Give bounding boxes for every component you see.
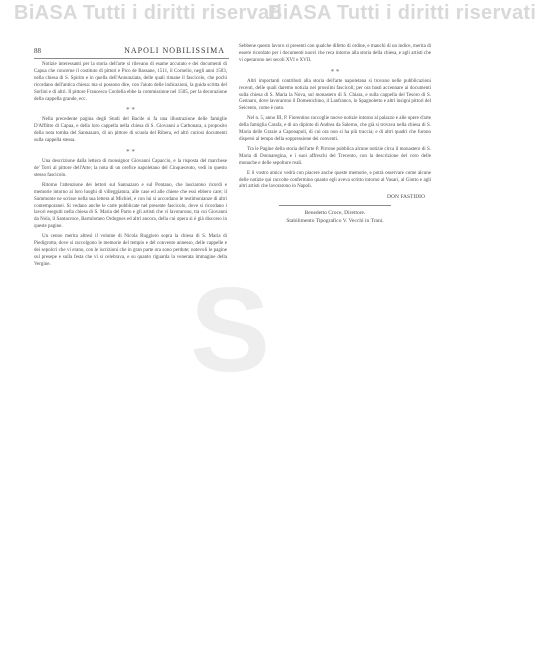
footer-publisher: Benedetto Croce, Direttore. xyxy=(304,210,366,217)
page-header xyxy=(34,46,229,58)
header-rule xyxy=(34,58,229,59)
footer-rule xyxy=(279,205,391,206)
left-paragraph-4: Ritorno l'attenzione dei lettori sul Sannazaro e sul Pontano, che lasciarono ricordi e memorie intorno ai loro luoghi di villeggiatura, alle case ed alle chiese che essi ebbero care; il Summonte ne scrisse nella sua lettera al Michiel, e con lui si accordano le testimonianze di altri contemporanei. Si vedano anche le carte pubblicate nel presente fascicolo, dove si ricordano i lavori eseguiti nella chiesa di S. Maria del Parto e gli artisti che vi lavorarono, tra cui Giovanni da Nola, il Santacroce, Bartolomeo Ordognes ed altri ancora, della cui opera si è già discorso in queste pagine. xyxy=(34,182,227,230)
watermark-left: BiASA Tutti i diritti riservati xyxy=(14,2,283,24)
footer-printer: Stabilimento Tipografico V. Vecchi in Trani. xyxy=(286,218,384,225)
left-column xyxy=(34,62,227,272)
section-divider: * * xyxy=(330,67,340,76)
right-paragraph-2: Altri importanti contributi alla storia dell'arte napoletana si trovano nelle pubblicazioni recenti, delle quali daremo notizia nei prossimi fascicoli; per ora basti accennare ai documenti sulla chiesa di S. Maria la Nova, sul monastero di S. Chiara, e sulla cappella del Tesoro di S. Gennaro, dove lavorarono il Domenichino, il Lanfranco, lo Spagnoletto e altri insigni pittori del Seicento, come è noto. xyxy=(239,78,431,112)
left-paragraph-5: Un cenno merita altresì il volume di Nicola Ruggiero sopra la chiesa di S. Maria di Piedigrotta, dove si raccolgono le memorie del tempio e del convento annesso, delle cappelle e dei sepolcri che vi erano, con le iscrizioni che in gran parte ora sono perdute; notevoli le pagine sul presepe e sulla festa che vi si celebrava, e su quanto riguarda la venerata immagine della Vergine. xyxy=(34,234,227,267)
page-title: NAPOLI NOBILISSIMA xyxy=(124,46,225,55)
left-paragraph-1: Notizie interessanti per la storia dell'arte si rilevano di esame accurato e dei documenti di Capua che concerne il costituto di pittori e Pico de Bassane, 1511, il Cornelio, negli anni 1503, nella chiesa di S. Spirito e in quella dell'Annunziata, delle quali rimane il fascicolo, che pochi ricordano dell'antica chiesa: ma si possono dire, con l'aiuto delle indicazioni, la guida scritta del Sorlini e di altri. Il pittore Francesco Cordella ebbe la commissione nel 1505, per la decorazione della cappella grande, ecc. xyxy=(34,62,227,102)
signature: DON FASTIDIO xyxy=(387,194,425,201)
watermark-right: BiASA Tutti i diritti riservati xyxy=(268,2,536,24)
left-paragraph-3: Una descrizione dalla lettera di monsignor Giovanni Capaccio, e la risposta del marchese de' Torri al pittore dell'Arte; la nota di un orefice napoletano del Cinquecento, vedi in questo stesso fascicolo. xyxy=(34,159,227,178)
watermark-logo-icon: S xyxy=(189,263,271,397)
right-paragraph-3: Nel n. 5, anno III, P. Fiorentino raccoglie nuove notizie intorno al palazzo e alle opere d'arte della famiglia Carafa, e di un dipinto di Andrea da Salerno, che già si trovava nella chiesa di S. Maria delle Grazie a Caponapoli, di cui ora non si ha più traccia; e di altri quadri che furono dispersi al tempo della soppressione dei conventi. xyxy=(239,116,431,142)
page-number: 88 xyxy=(34,47,41,55)
left-paragraph-2: Nella precedente pagina degli Studi del Bacile si fa una illustrazione delle famiglie D'Afflitto di Capua, e della loro cappella nella chiesa di S. Giovanni a Carbonara, a proposito della nota tomba del Sannazaro, di un pittore di scuola del Ribera, ed altri curiosi documenti sulla cappella stessa. xyxy=(34,117,227,144)
section-divider: * * xyxy=(126,106,135,115)
section-divider: * * xyxy=(126,148,135,157)
right-paragraph-1: Sebbene questo lavoro si presenti con qualche difetto di ordine, e manchi di un indice, merita di essere ricordato per i documenti nuovi che reca intorno alla storia della chiesa, e agli artisti che vi operarono nei secoli XVI e XVII. xyxy=(239,44,431,63)
right-paragraph-4: Tra le Pagine della storia dell'arte P. Pirrone pubblica alcune notizie circa il monastero di S. Maria di Donnaregina, e i suoi affreschi del Trecento, con la descrizione del coro delle monache e delle sepolture reali. xyxy=(239,146,431,166)
right-paragraph-5: E il vostro amico vedrà con piacere anche queste memorie, e potrà osservare come alcune delle notizie qui raccolte confermino quanto egli aveva scritto intorno al Vasari, al Giotto e agli altri artisti che lavorarono in Napoli. xyxy=(239,170,431,190)
right-column xyxy=(239,44,431,225)
